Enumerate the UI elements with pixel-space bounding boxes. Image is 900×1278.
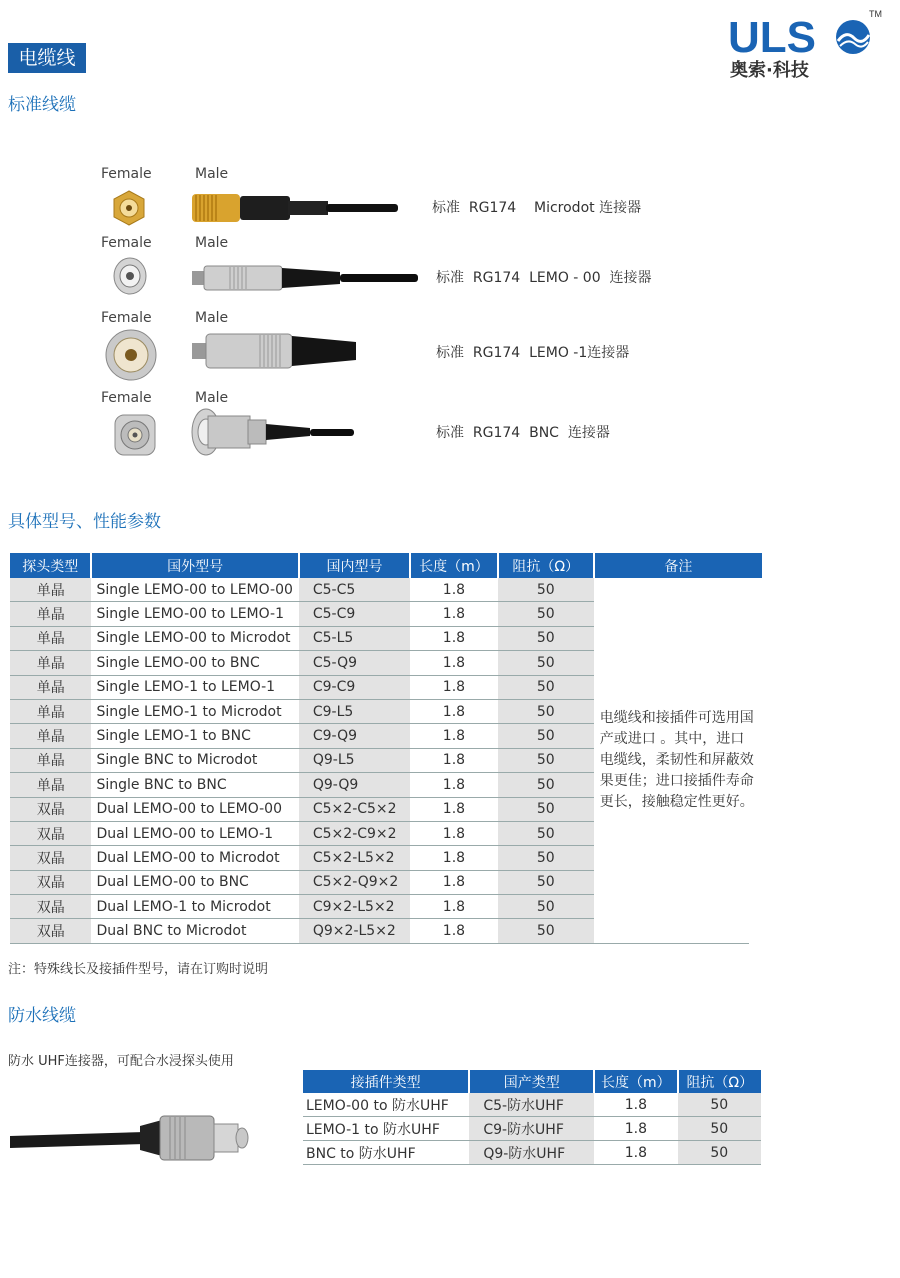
cell-domestic-type: C5-防水UHF (469, 1093, 594, 1117)
uls-logo-icon (728, 8, 888, 80)
logo-tm: TM (869, 9, 882, 19)
microdot-male-cable-icon (190, 192, 405, 224)
male-label: Male (195, 235, 229, 251)
cell-probe-type: 单晶 (10, 602, 91, 626)
lemo00-male-cable-icon (190, 262, 422, 294)
cell-probe-type: 双晶 (10, 919, 91, 943)
cell-length: 1.8 (410, 846, 498, 870)
cell-length: 1.8 (410, 602, 498, 626)
cell-domestic-type: Q9-防水UHF (469, 1141, 594, 1165)
cell-length: 1.8 (410, 699, 498, 723)
cell-length: 1.8 (410, 724, 498, 748)
cell-probe-type: 单晶 (10, 651, 91, 675)
cell-impedance: 50 (498, 919, 594, 943)
cell-probe-type: 单晶 (10, 675, 91, 699)
cell-foreign-model: Single LEMO-1 to LEMO-1 (91, 675, 298, 699)
cell-length: 1.8 (410, 895, 498, 919)
cell-probe-type: 单晶 (10, 699, 91, 723)
cell-foreign-model: Dual LEMO-00 to LEMO-1 (91, 821, 298, 845)
cell-probe-type: 双晶 (10, 797, 91, 821)
cell-length: 1.8 (410, 797, 498, 821)
lemo1-female-connector-icon (103, 328, 159, 382)
cell-impedance: 50 (498, 797, 594, 821)
cell-foreign-model: Single LEMO-1 to BNC (91, 724, 298, 748)
cell-foreign-model: Single LEMO-00 to LEMO-1 (91, 602, 298, 626)
cell-probe-type: 双晶 (10, 870, 91, 894)
cell-domestic-model: Q9-Q9 (299, 773, 410, 797)
cell-connector-type: BNC to 防水UHF (303, 1141, 469, 1165)
waterproof-table (303, 1070, 761, 1165)
cell-foreign-model: Single BNC to Microdot (91, 748, 298, 772)
cell-impedance: 50 (498, 724, 594, 748)
male-label: Male (195, 310, 229, 326)
cell-length: 1.8 (410, 675, 498, 699)
cell-probe-type: 单晶 (10, 773, 91, 797)
cell-domestic-model: C5×2-L5×2 (299, 846, 410, 870)
logo-chinese: 奥索·科技 (730, 60, 809, 80)
cell-impedance: 50 (498, 578, 594, 602)
cell-impedance: 50 (678, 1093, 761, 1117)
col-header-impedance: 阻抗（Ω） (678, 1070, 761, 1093)
cell-foreign-model: Dual LEMO-00 to BNC (91, 870, 298, 894)
cell-impedance: 50 (498, 821, 594, 845)
cell-domestic-model: C5×2-C9×2 (299, 821, 410, 845)
connector-label-lemo1: 标准 RG174 LEMO -1连接器 (436, 345, 630, 361)
cell-impedance: 50 (498, 651, 594, 675)
connector-label-bnc: 标准 RG174 BNC 连接器 (436, 425, 610, 441)
cell-domestic-model: C5×2-C5×2 (299, 797, 410, 821)
lemo00-female-connector-icon (112, 256, 148, 296)
waterproof-description: 防水 UHF连接器，可配合水浸探头使用 (8, 1054, 234, 1069)
col-header-impedance: 阻抗（Ω） (498, 553, 594, 578)
cell-length: 1.8 (594, 1117, 677, 1141)
col-header-length: 长度（m） (410, 553, 498, 578)
cell-domestic-model: C5-C9 (299, 602, 410, 626)
male-label: Male (195, 390, 229, 406)
cell-domestic-model: C9-Q9 (299, 724, 410, 748)
table-row (303, 1141, 761, 1165)
cell-foreign-model: Single LEMO-1 to Microdot (91, 699, 298, 723)
cell-foreign-model: Dual LEMO-00 to Microdot (91, 846, 298, 870)
connector-label-lemo00: 标准 RG174 LEMO - 00 连接器 (436, 270, 652, 286)
cell-foreign-model: Single LEMO-00 to Microdot (91, 626, 298, 650)
cell-length: 1.8 (594, 1141, 677, 1165)
cell-probe-type: 单晶 (10, 626, 91, 650)
cell-domestic-model: C5-C5 (299, 578, 410, 602)
section-title-specs: 具体型号、性能参数 (8, 512, 161, 532)
cell-domestic-type: C9-防水UHF (469, 1117, 594, 1141)
female-label: Female (101, 390, 152, 406)
cell-connector-type: LEMO-1 to 防水UHF (303, 1117, 469, 1141)
cell-foreign-model: Single BNC to BNC (91, 773, 298, 797)
female-label: Female (101, 235, 152, 251)
cell-length: 1.8 (410, 748, 498, 772)
cell-probe-type: 单晶 (10, 724, 91, 748)
cell-domestic-model: Q9-L5 (299, 748, 410, 772)
col-header-length: 长度（m） (594, 1070, 677, 1093)
male-label: Male (195, 166, 229, 182)
cell-impedance: 50 (498, 699, 594, 723)
bnc-male-cable-icon (190, 406, 358, 458)
cell-foreign-model: Dual LEMO-1 to Microdot (91, 895, 298, 919)
cell-foreign-model: Single LEMO-00 to LEMO-00 (91, 578, 298, 602)
section-title-standard-cables: 标准线缆 (8, 95, 76, 115)
page-title-badge: 电缆线 (8, 43, 86, 73)
cell-probe-type: 单晶 (10, 748, 91, 772)
connector-label-microdot: 标准 RG174 Microdot 连接器 (432, 200, 642, 216)
col-header-probe-type: 探头类型 (10, 553, 91, 578)
table-header-row (303, 1070, 761, 1093)
cell-impedance: 50 (498, 626, 594, 650)
table-row (303, 1117, 761, 1141)
cell-length: 1.8 (410, 578, 498, 602)
cell-probe-type: 单晶 (10, 578, 91, 602)
cell-impedance: 50 (678, 1117, 761, 1141)
cell-impedance: 50 (498, 773, 594, 797)
cell-length: 1.8 (410, 773, 498, 797)
female-label: Female (101, 166, 152, 182)
table-bottom-rule (10, 943, 749, 944)
col-header-domestic-type: 国产类型 (469, 1070, 594, 1093)
col-header-foreign-model: 国外型号 (91, 553, 298, 578)
cell-domestic-model: C5×2-Q9×2 (299, 870, 410, 894)
cell-domestic-model: C5-Q9 (299, 651, 410, 675)
cell-domestic-model: C5-L5 (299, 626, 410, 650)
uhf-waterproof-cable-icon (10, 1098, 250, 1168)
table-row (10, 578, 762, 602)
cell-domestic-model: C9-L5 (299, 699, 410, 723)
logo-brand-text: ULS (728, 13, 816, 62)
cell-impedance: 50 (678, 1141, 761, 1165)
cell-foreign-model: Dual BNC to Microdot (91, 919, 298, 943)
microdot-female-connector-icon (112, 190, 146, 226)
cell-remark: 电缆线和接插件可选用国产或进口 。其中，进口电缆线，柔韧性和屏蔽效果更佳；进口接插件寿命更长，接触稳定性更好。 (594, 578, 762, 943)
cell-length: 1.8 (594, 1093, 677, 1117)
cell-impedance: 50 (498, 748, 594, 772)
cell-length: 1.8 (410, 919, 498, 943)
col-header-remark: 备注 (594, 553, 762, 578)
cell-length: 1.8 (410, 651, 498, 675)
cell-impedance: 50 (498, 895, 594, 919)
cell-length: 1.8 (410, 821, 498, 845)
cell-impedance: 50 (498, 846, 594, 870)
cell-connector-type: LEMO-00 to 防水UHF (303, 1093, 469, 1117)
cell-domestic-model: C9-C9 (299, 675, 410, 699)
bnc-female-connector-icon (112, 412, 158, 458)
table-row (303, 1093, 761, 1117)
lemo1-male-cable-icon (190, 328, 365, 374)
section-title-waterproof: 防水线缆 (8, 1006, 76, 1026)
cell-impedance: 50 (498, 602, 594, 626)
footnote: 注：特殊线长及接插件型号，请在订购时说明 (8, 962, 269, 977)
cell-foreign-model: Single LEMO-00 to BNC (91, 651, 298, 675)
cell-probe-type: 双晶 (10, 821, 91, 845)
cell-probe-type: 双晶 (10, 846, 91, 870)
spec-table (10, 553, 762, 944)
table-header-row (10, 553, 762, 578)
cell-impedance: 50 (498, 675, 594, 699)
cell-length: 1.8 (410, 626, 498, 650)
cell-probe-type: 双晶 (10, 895, 91, 919)
col-header-domestic-model: 国内型号 (299, 553, 410, 578)
brand-logo (728, 8, 888, 80)
cell-foreign-model: Dual LEMO-00 to LEMO-00 (91, 797, 298, 821)
cell-domestic-model: Q9×2-L5×2 (299, 919, 410, 943)
female-label: Female (101, 310, 152, 326)
cell-impedance: 50 (498, 870, 594, 894)
cell-length: 1.8 (410, 870, 498, 894)
col-header-connector-type: 接插件类型 (303, 1070, 469, 1093)
cell-domestic-model: C9×2-L5×2 (299, 895, 410, 919)
